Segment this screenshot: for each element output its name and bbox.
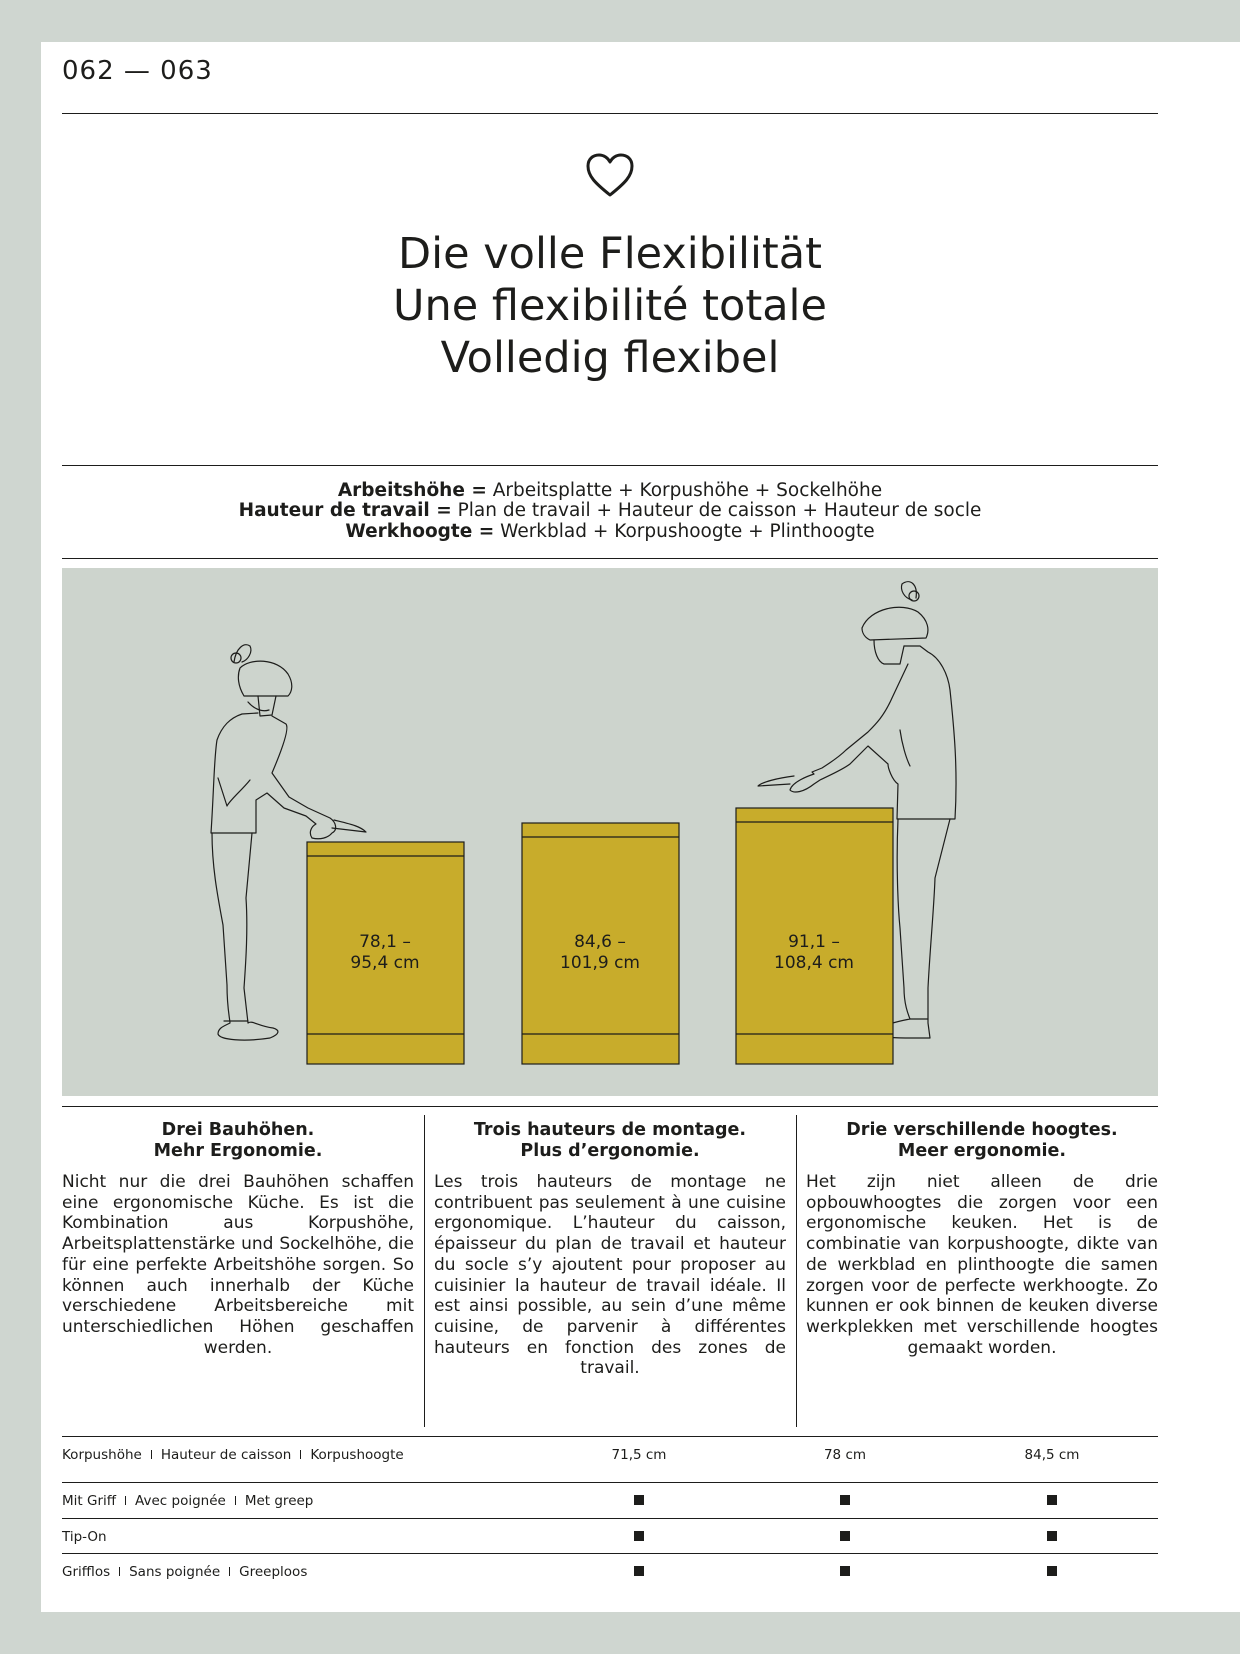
cabinet-1-height — [305, 932, 465, 974]
column-divider — [424, 1115, 425, 1427]
column-text: Nicht nur die drei Bauhöhen schaffen eine ergonomische Küche. Es ist die Kombination aus Korpushöhe, Arbeitsplattenstärke und Sockelhöhe, die für eine perfekte Arbeitshöhe sorgen. So können auch innerhalb der Küche verschiedene Arbeitsbereiche mit unterschiedlichen Höhen geschaffen werden. — [62, 1172, 414, 1358]
column-divider — [796, 1115, 797, 1427]
title-fr: Une flexibilité totale — [393, 281, 827, 331]
filled-square-icon — [840, 1566, 850, 1576]
filled-square-icon — [840, 1495, 850, 1505]
page-numbers: 062 — 063 — [62, 56, 213, 86]
height-range-end: 108,4 cm — [774, 953, 854, 973]
table-row — [62, 1554, 1158, 1588]
formula-expr: Werkblad + Korpushoogte + Plinthoogte — [494, 521, 875, 542]
table-cell — [579, 1529, 699, 1545]
table-cell — [785, 1564, 905, 1580]
column-fr — [434, 1120, 786, 1379]
formula-expr: Plan de travail + Hauteur de caisson + Hauteur de socle — [451, 500, 982, 521]
formula-top-rule — [62, 465, 1158, 466]
column-nl — [806, 1120, 1158, 1358]
table-cell — [992, 1493, 1112, 1509]
formula-term: Werkhoogte = — [345, 521, 495, 542]
table-row — [62, 1483, 1158, 1517]
row-label: Mit Griff Avec poignée Met greep — [62, 1493, 314, 1509]
height-range-start: 84,6 – — [574, 932, 626, 952]
row-label: Tip-On — [62, 1529, 107, 1545]
height-range-end: 101,9 cm — [560, 953, 640, 973]
filled-square-icon — [840, 1531, 850, 1541]
header-rule — [62, 113, 1158, 114]
column-text: Het zijn niet alleen de drie opbouwhoogtes die zorgen voor een ergonomische keuken. Het is de combinatie van korpushoogte, dikte van de werkblad en plinthoogte die samen zorgen voor de perfecte werkhoogte. Zo kunnen er ook binnen de keuken diverse werkplekken met verschillende hoogtes gemaakt worden. — [806, 1172, 1158, 1358]
kitchen-height-illustration — [62, 568, 1158, 1096]
table-cell — [579, 1493, 699, 1509]
table-row — [62, 1519, 1158, 1553]
illustration-graphic — [62, 568, 1158, 1096]
cabinet-2-height — [520, 932, 680, 974]
table-cell: 78 cm — [823, 1447, 867, 1463]
column-heading: Drei Bauhöhen. Mehr Ergonomie. — [153, 1120, 323, 1161]
formula-expr: Arbeitsplatte + Korpushöhe + Sockelhöhe — [486, 480, 883, 501]
table-cell — [992, 1529, 1112, 1545]
heart-icon — [585, 153, 635, 199]
height-range-start: 91,1 – — [788, 932, 840, 952]
table-cell — [785, 1493, 905, 1509]
formula-de — [62, 480, 1158, 501]
row-label: Korpushöhe Hauteur de caisson Korpushoogte — [62, 1447, 404, 1463]
table-cell: 71,5 cm — [611, 1447, 667, 1463]
title-de: Die volle Flexibilität — [398, 229, 822, 279]
formula-term: Hauteur de travail = — [238, 500, 452, 521]
cabinet-3-height — [734, 932, 894, 974]
column-de — [62, 1120, 414, 1358]
height-range-end: 95,4 cm — [350, 953, 420, 973]
filled-square-icon — [1047, 1531, 1057, 1541]
row-label: Grifflos Sans poignée Greeploos — [62, 1564, 308, 1580]
formula-nl — [62, 521, 1158, 542]
column-text: Les trois hauteurs de montage ne contribuent pas seulement à une cuisine ergonomique. L’hauteur du caisson, épaisseur du plan de travail et hauteur du socle s’y ajoutent pour proposer au cuisinier la hauteur de travail idéale. Il est ainsi possible, au sein d’une même cuisine, de parvenir à différentes hauteurs en fonction des zones de travail. — [434, 1172, 786, 1379]
table-cell — [579, 1564, 699, 1580]
filled-square-icon — [634, 1566, 644, 1576]
table-cell — [992, 1564, 1112, 1580]
table-row — [62, 1437, 1158, 1471]
column-heading: Trois hauteurs de montage. Plus d’ergonomie. — [473, 1120, 747, 1161]
formula-term: Arbeitshöhe = — [337, 480, 487, 501]
columns-top-rule — [62, 1106, 1158, 1107]
filled-square-icon — [634, 1495, 644, 1505]
column-heading: Drie verschillende hoogtes. Meer ergonomie. — [846, 1120, 1118, 1161]
table-cell: 84,5 cm — [1024, 1447, 1080, 1463]
height-range-start: 78,1 – — [359, 932, 411, 952]
table-cell — [785, 1529, 905, 1545]
filled-square-icon — [1047, 1495, 1057, 1505]
title-nl: Volledig flexibel — [440, 333, 780, 383]
formula-bottom-rule — [62, 558, 1158, 559]
filled-square-icon — [1047, 1566, 1057, 1576]
formula-fr — [62, 500, 1158, 521]
filled-square-icon — [634, 1531, 644, 1541]
